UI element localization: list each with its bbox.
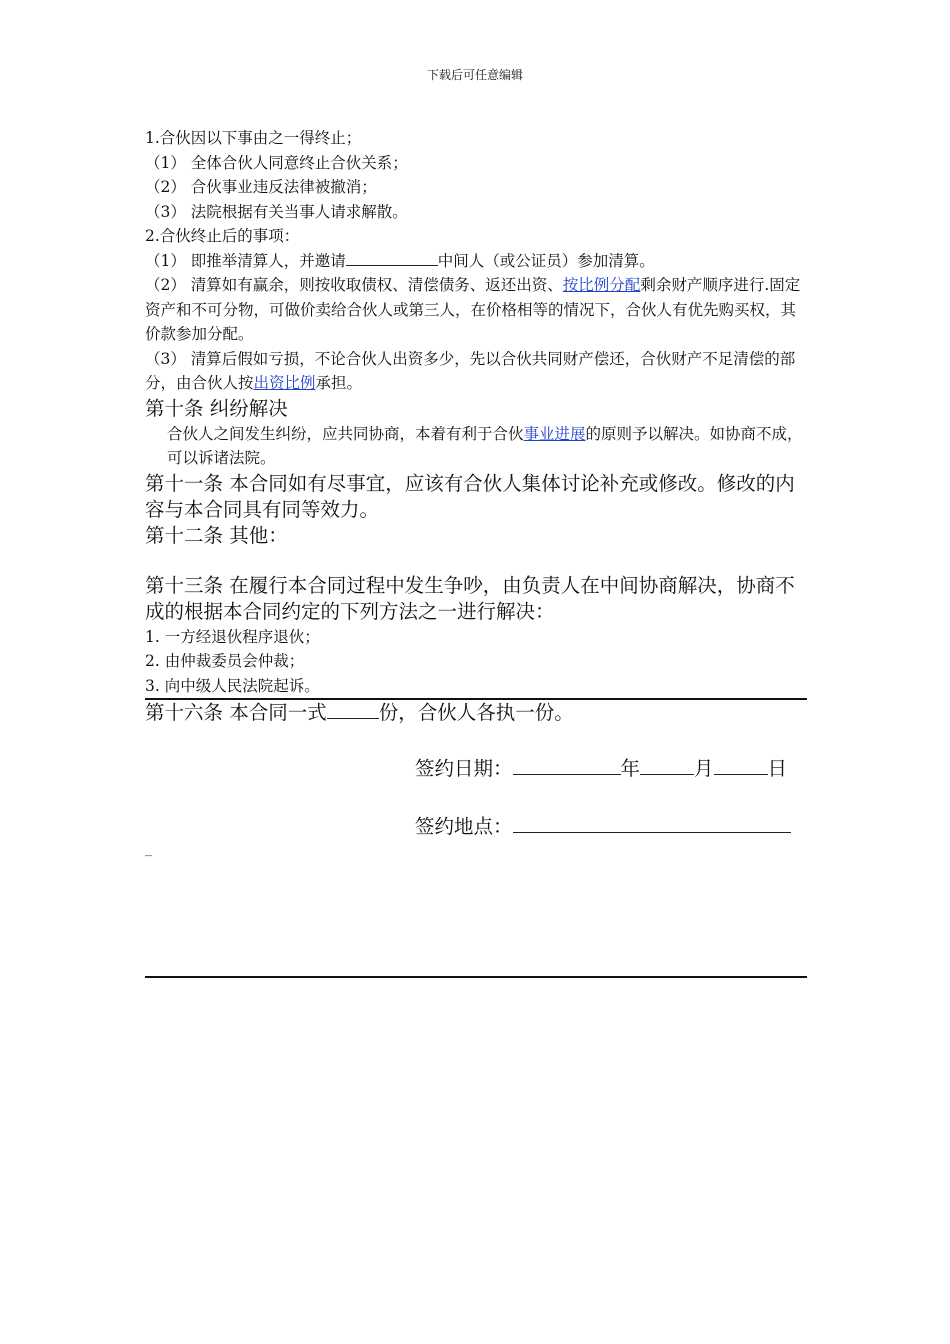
clause-after-item-3-text-a: （3） 清算后假如亏损，不论合伙人出资多少，先以合伙共同财产偿还，合伙财产不足清偿的部分，由合伙人按 [145, 349, 796, 392]
year-label: 年 [620, 757, 641, 780]
article-13-item-1: 1. 一方经退伙程序退伙； [145, 627, 320, 646]
article-10-text-b: 的原则予以解决。如协商不成，可以诉诸法院。 [167, 424, 803, 467]
proportional-distribution-link[interactable]: 按比例分配 [562, 276, 641, 294]
divider-bottom [145, 976, 807, 978]
year-blank [513, 756, 621, 775]
article-12: 第十二条 其他： [145, 523, 288, 547]
clause-after-item-2 [145, 273, 807, 347]
clause-after-item-3-text-b: 承担。 [315, 374, 363, 392]
clause-termination-item-1: （1） 全体合伙人同意终止合伙关系； [145, 153, 408, 172]
mediator-blank [346, 250, 438, 266]
article-16-text-b: 份，合伙人各执一份。 [378, 701, 574, 724]
article-13-item-2: 2. 由仲裁委员会仲裁； [145, 652, 305, 670]
clause-after-item-2-text-a: （2） 清算如有赢余，则按收取债权、清偿债务、返还出资、 [145, 276, 563, 294]
clause-termination-item-2: （2） 合伙事业违反法律被撤消； [145, 178, 377, 196]
article-13-item-3: 3. 向中级人民法院起诉。 [145, 676, 320, 695]
spacer [145, 549, 807, 573]
sign-place-row [145, 814, 807, 840]
clause-after-item-2-text-b: 剩余财产顺序进行.固定资产和不可分物，可做价卖给合伙人或第三人，在价格相等的情况下，合伙人有优先购买权，其价款参加分配。 [145, 276, 801, 343]
clause-termination: 1.合伙因以下事由之一得终止； [145, 129, 362, 147]
clause-after-item-3 [145, 347, 807, 396]
article-16 [145, 700, 807, 726]
article-11: 第十一条 本合同如有尽事宜，应该有合伙人集体讨论补充或修改。修改的内容与本合同具有同等效力。 [145, 471, 795, 521]
article-10-title: 第十条 纠纷解决 [145, 396, 288, 420]
sign-date-label: 签约日期： [415, 757, 513, 780]
month-label: 月 [694, 757, 714, 780]
page-header: 下载后可任意编辑 [426, 68, 523, 82]
place-blank [513, 814, 791, 833]
spacer [145, 782, 807, 814]
document-body [145, 126, 807, 858]
day-label: 日 [767, 757, 788, 780]
copies-blank [327, 700, 379, 719]
clause-after-item-1-text-a: （1） 即推举清算人，并邀请 [145, 251, 346, 270]
clause-termination-item-3: （3） 法院根据有关当事人请求解散。 [145, 202, 408, 221]
month-blank [640, 756, 694, 775]
clause-after-item-1-text-b: 中间人（或公证员）参加清算。 [437, 251, 655, 270]
spacer [145, 726, 807, 756]
clause-after-item-1 [145, 249, 807, 274]
article-13: 第十三条 在履行本合同过程中发生争吵，由负责人在中间协商解决，协商不成的根据本合同约定的下列方法之一进行解决： [145, 573, 795, 623]
clause-after-termination: 2.合伙终止后的事项： [145, 227, 300, 245]
day-blank [714, 756, 768, 775]
article-10-body [145, 422, 807, 471]
sign-date-row [145, 756, 807, 782]
capital-ratio-link[interactable]: 出资比例 [253, 374, 316, 392]
business-development-link[interactable]: 事业进展 [523, 424, 586, 443]
sign-place-label: 签约地点： [415, 815, 513, 838]
article-10-text-a: 合伙人之间发生纠纷，应共同协商，本着有利于合伙 [167, 424, 524, 443]
trailing-mark: _ [145, 841, 152, 857]
article-16-text-a: 第十六条 本合同一式 [145, 701, 327, 724]
